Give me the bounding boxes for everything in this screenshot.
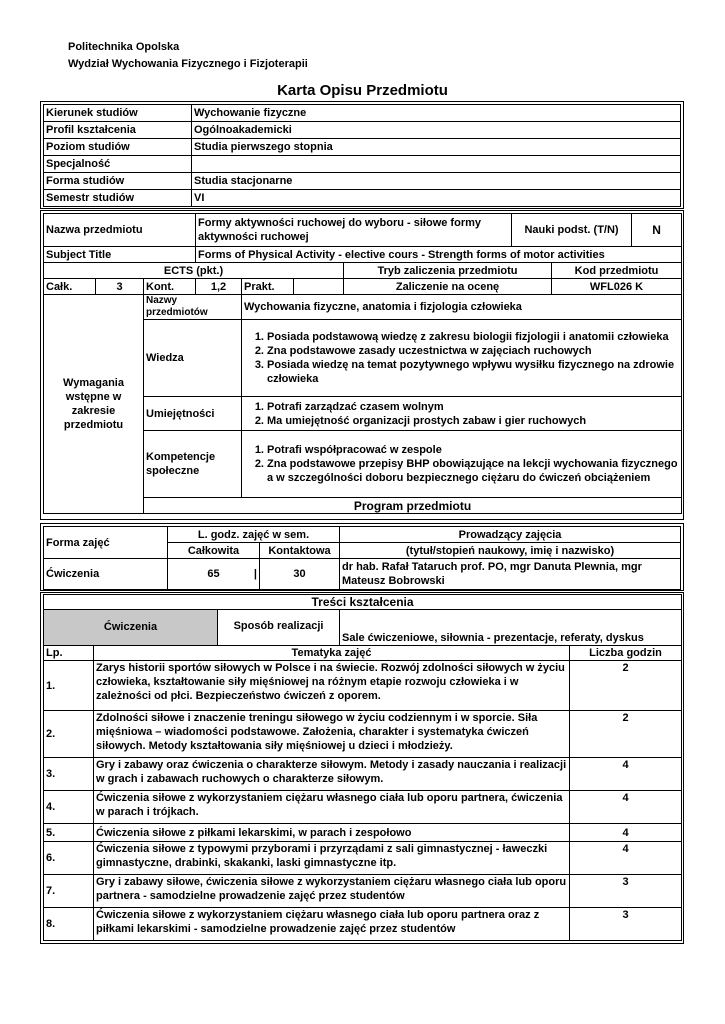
- subject-title-label: Subject Title: [44, 247, 196, 263]
- wiedza-item: [250, 344, 679, 358]
- calkowita-label: Całkowita: [168, 543, 260, 559]
- row-topic: Ćwiczenia siłowe z wykorzystaniem ciężaru własnego ciała lub oporu partnera oraz z piłkami lekarskimi - samodzielne prowadzenie zajęć przez studentów: [94, 908, 570, 941]
- kompetencje-label: Kompetencje społeczne: [144, 431, 242, 498]
- general-value: Wychowanie fizyczne: [192, 105, 681, 122]
- row-lp: 8.: [44, 908, 94, 941]
- row-topic: Ćwiczenia siłowe z typowymi przyborami i przyrządami z sali gimnastycznej - ławeczki gimnastyczne, drabinki, skakanki, laski gimnastyczne itp.: [94, 842, 570, 875]
- prowadzacy-value: dr hab. Rafał Tataruch prof. PO, mgr Danuta Plewnia, mgr Mateusz Bobrowski: [340, 559, 681, 590]
- row-lp: 2.: [44, 711, 94, 758]
- item-text: Ma umiejętność organizacji prostych zabaw i gier ruchowych: [267, 414, 587, 427]
- sposob-value: Sale ćwiczeniowe, siłownia - prezentacje, referaty, dyskus: [340, 610, 682, 646]
- kont-label: Kont.: [144, 279, 196, 295]
- item-number: 2.: [254, 414, 264, 427]
- general-label: Kierunek studiów: [44, 105, 192, 122]
- row-lp: 1.: [44, 661, 94, 711]
- kompetencje-item: [250, 457, 679, 485]
- item-text: Potrafi współpracować w zespole: [267, 444, 442, 456]
- row-lp: 3.: [44, 758, 94, 791]
- nauki-label: Nauki podst. (T/N): [512, 214, 632, 247]
- cwiczenia-header: Ćwiczenia: [44, 610, 218, 646]
- row-topic: Ćwiczenia siłowe z piłkami lekarskimi, w parach i zespołowo: [94, 824, 570, 842]
- general-label: Profil kształcenia: [44, 122, 192, 139]
- tematyka-header: Tematyka zajęć: [94, 646, 570, 661]
- calk-label: Całk.: [44, 279, 96, 295]
- sposob-label: Sposób realizacji: [218, 610, 340, 646]
- general-label: Poziom studiów: [44, 139, 192, 156]
- wiedza-item: [250, 330, 679, 344]
- hours-separator: |: [253, 568, 257, 580]
- item-text: Posiada podstawową wiedzę z zakresu biologii fizjologii i anatomii człowieka: [267, 331, 669, 343]
- item-text: Posiada wiedzę na temat pozytywnego wpływu wysiłku fizycznego na zdrowie człowieka: [267, 359, 675, 385]
- item-text: Zna podstawowe zasady uczestnictwa w zajęciach ruchowych: [267, 345, 592, 357]
- zaliczenie-value: Zaliczenie na ocenę: [344, 279, 552, 295]
- program-table: [43, 526, 681, 590]
- row-topic: Gry i zabawy oraz ćwiczenia o charakterze siłowym. Metody i zasady nauczania i realizacji w grach i zabawach ruchowych o charakterze siłowym.: [94, 758, 570, 791]
- subject-name: Formy aktywności ruchowej do wyboru - siłowe formy aktywności ruchowej: [196, 214, 512, 247]
- row-hours: 4: [570, 824, 682, 842]
- university-name: Politechnika Opolska: [68, 41, 180, 53]
- kod-label: Kod przedmiotu: [552, 263, 682, 279]
- kod-value: WFL026 K: [552, 279, 682, 295]
- general-table: [43, 104, 681, 207]
- item-number: 1.: [254, 444, 264, 456]
- calkowita-value: 65: [207, 568, 220, 580]
- prakt-value: [294, 279, 344, 295]
- lp-header: Lp.: [44, 646, 94, 661]
- row-hours: 4: [570, 791, 682, 824]
- tryb-label: Tryb zaliczenia przedmiotu: [344, 263, 552, 279]
- godz-label: L. godz. zajęć w sem.: [168, 527, 340, 543]
- row-hours: 3: [570, 875, 682, 908]
- przedmioty-value: Wychowania fizyczne, anatomia i fizjologia człowieka: [242, 295, 682, 320]
- prowadzacy-sub: (tytuł/stopień naukowy, imię i nazwisko): [340, 543, 681, 559]
- row-lp: 4.: [44, 791, 94, 824]
- general-value: Studia pierwszego stopnia: [192, 139, 681, 156]
- forma-value: Ćwiczenia: [44, 559, 168, 590]
- umiejetnosci-label: Umiejętności: [144, 397, 242, 431]
- item-number: 1.: [254, 331, 264, 343]
- general-label: Semestr studiów: [44, 190, 192, 207]
- przedmioty-label: Nazwy przedmiotów: [144, 295, 242, 320]
- kontaktowa-label: Kontaktowa: [260, 543, 340, 559]
- umiejetnosci-item: [250, 414, 679, 428]
- wiedza-item: [250, 358, 679, 386]
- row-lp: 5.: [44, 824, 94, 842]
- faculty-name: Wydział Wychowania Fizycznego i Fizjoterapii: [68, 58, 308, 70]
- row-topic: Ćwiczenia siłowe z wykorzystaniem ciężaru własnego ciała lub oporu partnera, ćwiczenia w parach i trójkach.: [94, 791, 570, 824]
- requirements-label: Wymagania wstępne w zakresie przedmiotu: [44, 295, 144, 514]
- row-hours: 2: [570, 711, 682, 758]
- subject-name-label: Nazwa przedmiotu: [44, 214, 196, 247]
- row-topic: Gry i zabawy siłowe, ćwiczenia siłowe z wykorzystaniem ciężaru własnego ciała lub oporu partnera - samodzielne prowadzenie zajęć przez studentów: [94, 875, 570, 908]
- row-hours: 2: [570, 661, 682, 711]
- content-table: [43, 594, 682, 941]
- kompetencje-item: [250, 443, 679, 457]
- prakt-label: Prakt.: [242, 279, 294, 295]
- general-label: Specjalność: [44, 156, 192, 173]
- item-number: 3.: [254, 359, 264, 371]
- item-number: 2.: [254, 345, 264, 357]
- general-label: Forma studiów: [44, 173, 192, 190]
- forma-label: Forma zajęć: [44, 527, 168, 559]
- program-title: Program przedmiotu: [144, 498, 682, 514]
- row-hours: 4: [570, 842, 682, 875]
- calk-value: 3: [96, 279, 144, 295]
- ects-label: ECTS (pkt.): [44, 263, 344, 279]
- general-value: [192, 156, 681, 173]
- row-topic: Zdolności siłowe i znaczenie treningu siłowego w życiu codziennym i w sporcie. Siła mięśniowa – wiadomości podstawowe. Założenia, charakter i systematyka ćwiczeń siłowych. Metody kształtowania siły mięśniowej u dzieci i młodzieży.: [94, 711, 570, 758]
- document-title: Karta Opisu Przedmiotu: [277, 82, 448, 99]
- item-number: 1.: [254, 400, 264, 413]
- general-value: VI: [192, 190, 681, 207]
- row-hours: 4: [570, 758, 682, 791]
- subject-table: [43, 213, 682, 514]
- general-value: Ogólnoakademicki: [192, 122, 681, 139]
- umiejetnosci-item: [250, 400, 679, 414]
- item-number: 2.: [254, 458, 264, 470]
- subject-title-en: Forms of Physical Activity - elective cours - Strength forms of motor activities: [196, 247, 682, 263]
- item-text: Zna podstawowe przepisy BHP obowiązujące na lekcji wychowania fizycznego a w szczególności doboru bezpiecznego ciężaru do ćwiczeń obciążeniem: [267, 458, 678, 484]
- item-text: Potrafi zarządzać czasem wolnym: [267, 400, 444, 413]
- liczba-header: Liczba godzin: [570, 646, 682, 661]
- kontaktowa-value: 30: [260, 559, 340, 590]
- wiedza-label: Wiedza: [144, 320, 242, 397]
- prowadzacy-label: Prowadzący zajęcia: [340, 527, 681, 543]
- row-lp: 7.: [44, 875, 94, 908]
- row-hours: 3: [570, 908, 682, 941]
- row-topic: Zarys historii sportów siłowych w Polsce i na świecie. Rozwój zdolności siłowych w życiu człowieka, kształtowanie siły mięśniowej na różnym etapie rozwoju człowieka i w zależności od płci. Bezpieczeństwo ćwiczeń z oporem.: [94, 661, 570, 711]
- kont-value: 1,2: [196, 279, 242, 295]
- general-value: Studia stacjonarne: [192, 173, 681, 190]
- row-lp: 6.: [44, 842, 94, 875]
- nauki-value: N: [632, 214, 682, 247]
- content-title: Treści kształcenia: [44, 595, 682, 610]
